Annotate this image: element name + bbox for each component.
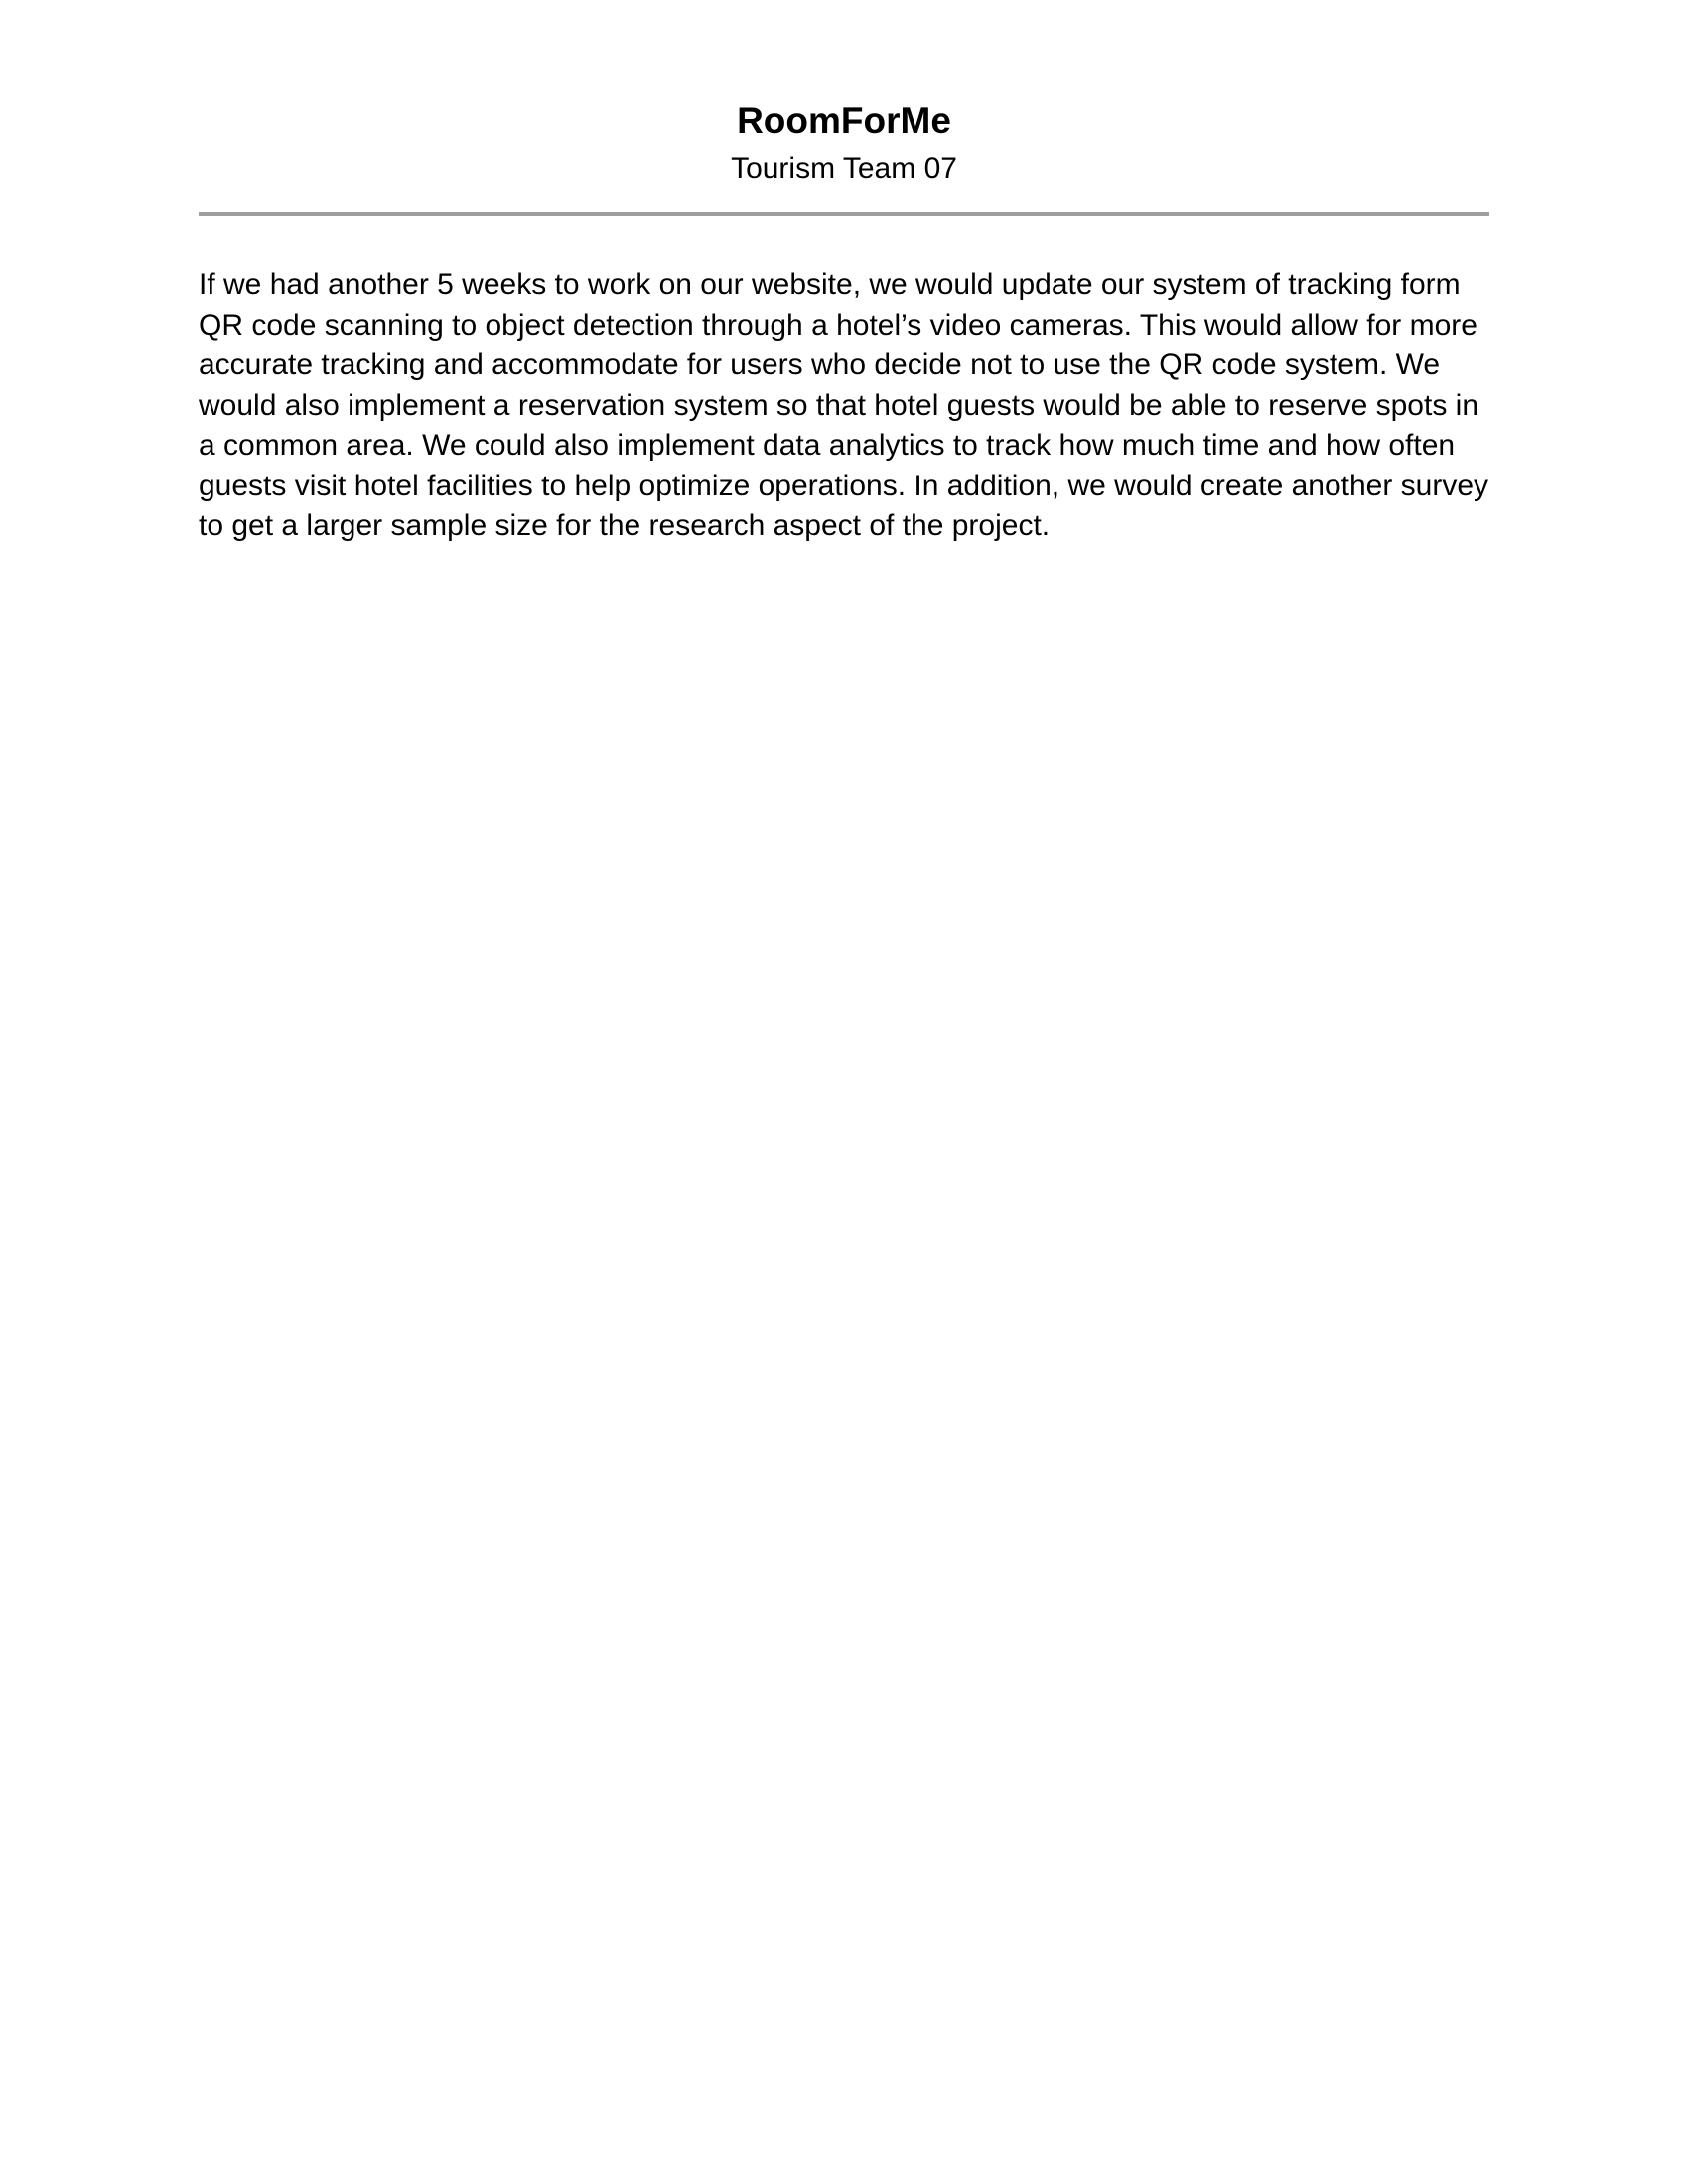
document-subtitle: Tourism Team 07: [731, 152, 957, 185]
document-header: [199, 95, 1489, 191]
body-paragraph: If we had another 5 weeks to work on our website, we would update our system of tracking form QR code scanning to object detection through a hotel’s video cameras. This would allow for more accurate tracking and accommodate for users who decide not to use the QR code system. We would also implement a reservation system so that hotel guests would be able to reserve spots in a common area. We could also implement data analytics to track how much time and how often guests visit hotel facilities to help optimize operations. In addition, we would create another survey to get a larger sample size for the research aspect of the project.: [199, 268, 1489, 542]
header-divider: [199, 212, 1489, 216]
document-title: RoomForMe: [737, 100, 951, 141]
document-page: [199, 95, 1489, 542]
